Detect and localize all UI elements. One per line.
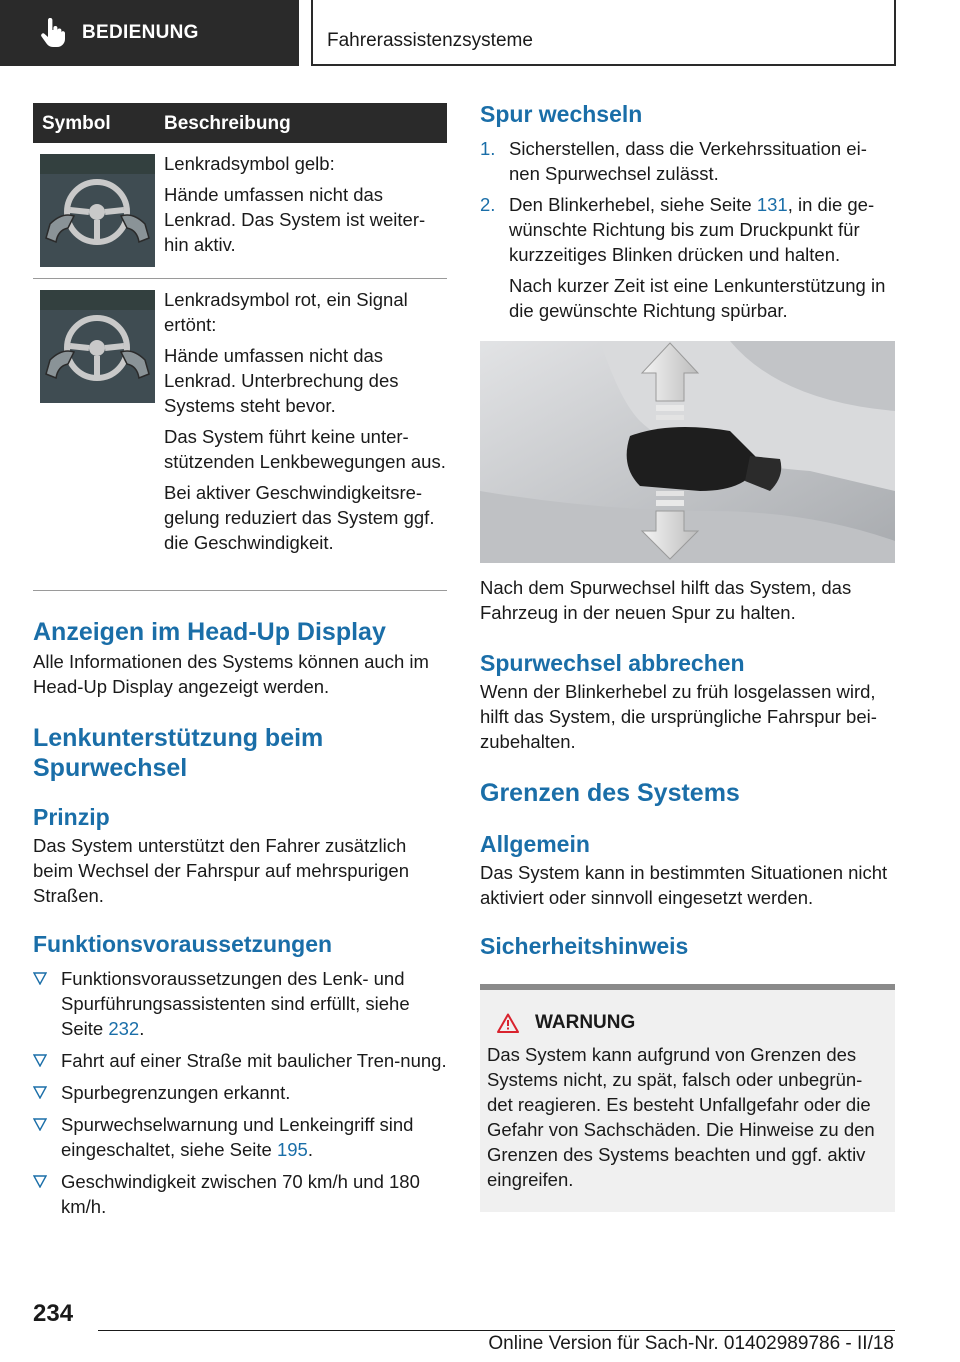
abort-heading: Spurwechsel abbrechen [480, 650, 745, 676]
table-row [33, 279, 447, 591]
row-description: Lenkradsymbol gelb: Hände umfassen nicht das Lenkrad. Das System ist weiter-hin aktiv. [164, 153, 426, 255]
safety-heading: Sicherheitshinweis [480, 933, 689, 959]
page-header [0, 0, 960, 66]
chapter-tab [311, 0, 896, 66]
steering-wheel-yellow-symbol [40, 154, 155, 267]
chapter-title: Fahrerassistenzsysteme [327, 30, 533, 51]
footer-divider [98, 1330, 895, 1331]
steering-wheel-hands-icon [40, 290, 155, 403]
column-header-description: Beschreibung [164, 113, 291, 134]
footer-version: Online Version für Sach-Nr. 01402989786 - II/18 [488, 1333, 894, 1354]
page-number: 234 [33, 1300, 74, 1327]
table-row [33, 143, 447, 279]
warning-box [480, 984, 895, 1212]
turn-signal-lever-illustration-icon [480, 341, 895, 563]
step-note: Nach kurzer Zeit ist eine Lenkunterstützung in die gewünschte Richtung spürbar. [509, 275, 886, 321]
page-link[interactable]: 131 [756, 194, 788, 215]
section-title: BEDIENUNG [82, 22, 199, 43]
list-item: Funktionsvoraussetzungen des Lenk- und Spurführungsassistenten sind erfüllt, siehe Seite 232. [33, 966, 447, 1041]
hud-heading: Anzeigen im Head-Up Display [33, 618, 386, 646]
list-item: Spurwechselwarnung und Lenkeingriff sind eingeschaltet, siehe Seite 195. [33, 1112, 447, 1162]
row-description: Lenkradsymbol rot, ein Signal ertönt: Hände umfassen nicht das Lenkrad. Unterbrechung des Systems steht bevor. Das System führt keine unter-stützenden Lenkbewegungen aus. Bei aktiver Geschwindigkeitsre-gelung reduziert das System ggf. die Geschwindigkeit. [164, 289, 446, 553]
general-heading: Allgemein [480, 831, 590, 857]
triangle-bullet-icon [33, 1054, 47, 1067]
triangle-bullet-icon [33, 1118, 47, 1131]
hand-pointer-icon [40, 18, 66, 48]
steering-wheel-hands-icon [40, 154, 155, 267]
table-header [33, 103, 447, 143]
abort-text: Wenn der Blinkerhebel zu früh losgelassen wird, hilft das System, die ursprüngliche Fahrspur bei-zubehalten. [480, 681, 877, 752]
warning-text: Das System kann aufgrund von Grenzen des Systems nicht, zu spät, falsch oder unbegrün-det reagieren. Es besteht Unfallgefahr oder die Gefahr von Sachschäden. Die Hinweise zu den Grenzen des Systems beachten und ggf. aktiv eingreifen. [487, 1044, 875, 1190]
left-column [33, 103, 447, 1226]
triangle-bullet-icon [33, 972, 47, 985]
warning-triangle-icon [497, 1013, 519, 1033]
lane-assist-heading: Lenkunterstützung beim Spurwechsel [33, 724, 324, 782]
principle-heading: Prinzip [33, 804, 110, 830]
right-column [480, 100, 895, 1212]
turn-signal-lever-photo [480, 341, 895, 563]
general-text: Das System kann in bestimmten Situationen nicht aktiviert oder sinnvoll eingesetzt werden. [480, 862, 888, 908]
limits-heading: Grenzen des Systems [480, 779, 740, 807]
hud-text: Alle Informationen des Systems können auch im Head-Up Display angezeigt werden. [33, 651, 429, 697]
column-header-symbol: Symbol [42, 113, 111, 134]
after-change-text: Nach dem Spurwechsel hilft das System, das Fahrzeug in der neuen Spur zu halten. [480, 577, 852, 623]
step-item: 2. Den Blinkerhebel, siehe Seite 131, in die ge-wünschte Richtung bis zum Druckpunkt für kurzzeitiges Blinken drücken und halten. Nach kurzer Zeit ist eine Lenkunterstützung in die gewünschte Richtung spürbar. [480, 192, 895, 323]
list-item: Spurbegrenzungen erkannt. [33, 1080, 447, 1105]
step-item: 1. Sicherstellen, dass die Verkehrssituation ei-nen Spurwechsel zulässt. [480, 138, 867, 184]
page-link[interactable]: 232 [108, 1018, 140, 1039]
lane-change-heading: Spur wechseln [480, 101, 643, 127]
principle-text: Das System unterstützt den Fahrer zusätzlich beim Wechsel der Fahrspur auf mehrspurigen Straßen. [33, 835, 409, 906]
steering-wheel-red-symbol [40, 290, 155, 403]
page-link[interactable]: 195 [276, 1139, 308, 1160]
warning-title: WARNUNG [487, 1012, 887, 1034]
list-item: Fahrt auf einer Straße mit baulicher Tren-nung. [33, 1048, 447, 1073]
triangle-bullet-icon [33, 1086, 47, 1099]
section-tab [0, 0, 299, 66]
list-item: Geschwindigkeit zwischen 70 km/h und 180 km/h. [33, 1169, 447, 1219]
requirements-heading: Funktionsvoraussetzungen [33, 931, 333, 957]
triangle-bullet-icon [33, 1175, 47, 1188]
